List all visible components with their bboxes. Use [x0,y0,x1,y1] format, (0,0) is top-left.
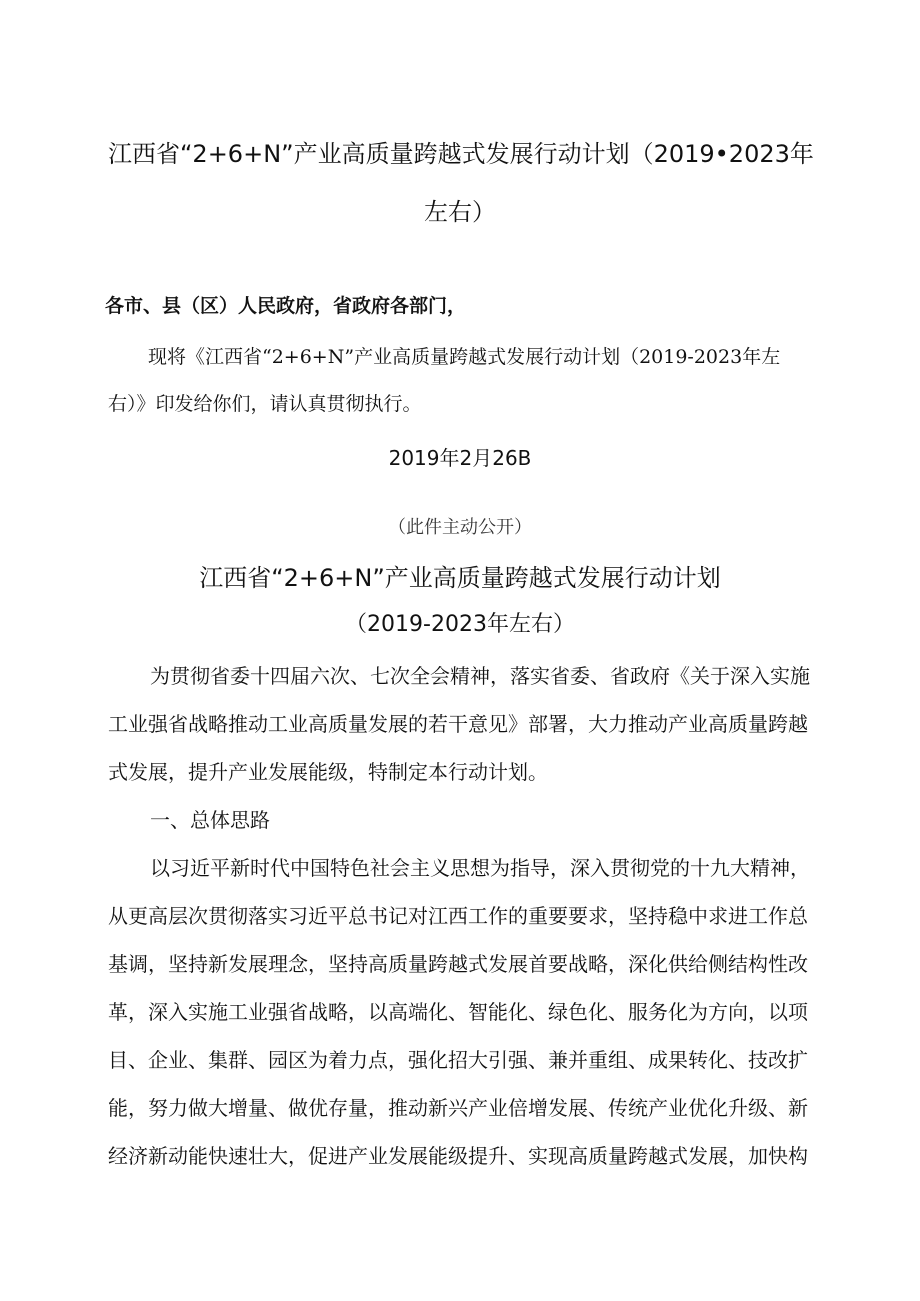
notice-body-line1: 现将《江西省“2+6+N”产业高质量跨越式发展行动计划（2019-2023年左 [148,346,781,368]
public-note: （此件主动公开） [388,517,532,538]
plan-title-line1: 江西省“2+6+N”产业高质量跨越式发展行动计划 [199,564,721,592]
section1-line: 以习近平新时代中国特色社会主义思想为指导，深入贯彻党的十九大精神， [150,856,810,880]
notice-title-line1: 江西省“2+6+N”产业高质量跨越式发展行动计划（2019•2023年 [108,140,814,168]
intro-line: 式发展，提升产业发展能级，特制定本行动计划。 [108,760,548,784]
notice-body-line2: 右）》印发给你们，请认真贯彻执行。 [108,393,422,415]
notice-title-line2: 左右） [424,198,496,226]
section1-line: 基调，坚持新发展理念，坚持高质量跨越式发展首要战略，深化供给侧结构性改 [108,952,808,976]
section1-heading: 一、总体思路 [150,808,270,832]
plan-title-line2: （2019-2023年左右） [345,612,575,637]
section1-line: 能，努力做大增量、做优存量，推动新兴产业倍增发展、传统产业优化升级、新 [108,1096,808,1120]
section1-line: 经济新动能快速壮大，促进产业发展能级提升、实现高质量跨越式发展，加快构 [108,1144,808,1168]
intro-line: 工业强省战略推动工业高质量发展的若干意见》部署，大力推动产业高质量跨越 [108,712,808,736]
salutation: 各市、县（区）人民政府，省政府各部门， [105,295,467,317]
notice-date: 2019年2月26B [388,446,532,470]
section1-line: 从更高层次贯彻落实习近平总书记对江西工作的重要要求，坚持稳中求进工作总 [108,904,808,928]
intro-line: 为贯彻省委十四届六次、七次全会精神，落实省委、省政府《关于深入实施 [150,664,810,688]
section1-line: 革，深入实施工业强省战略，以高端化、智能化、绿色化、服务化为方向，以项 [108,1000,808,1024]
section1-line: 目、企业、集群、园区为着力点，强化招大引强、兼并重组、成果转化、技改扩 [108,1048,808,1072]
